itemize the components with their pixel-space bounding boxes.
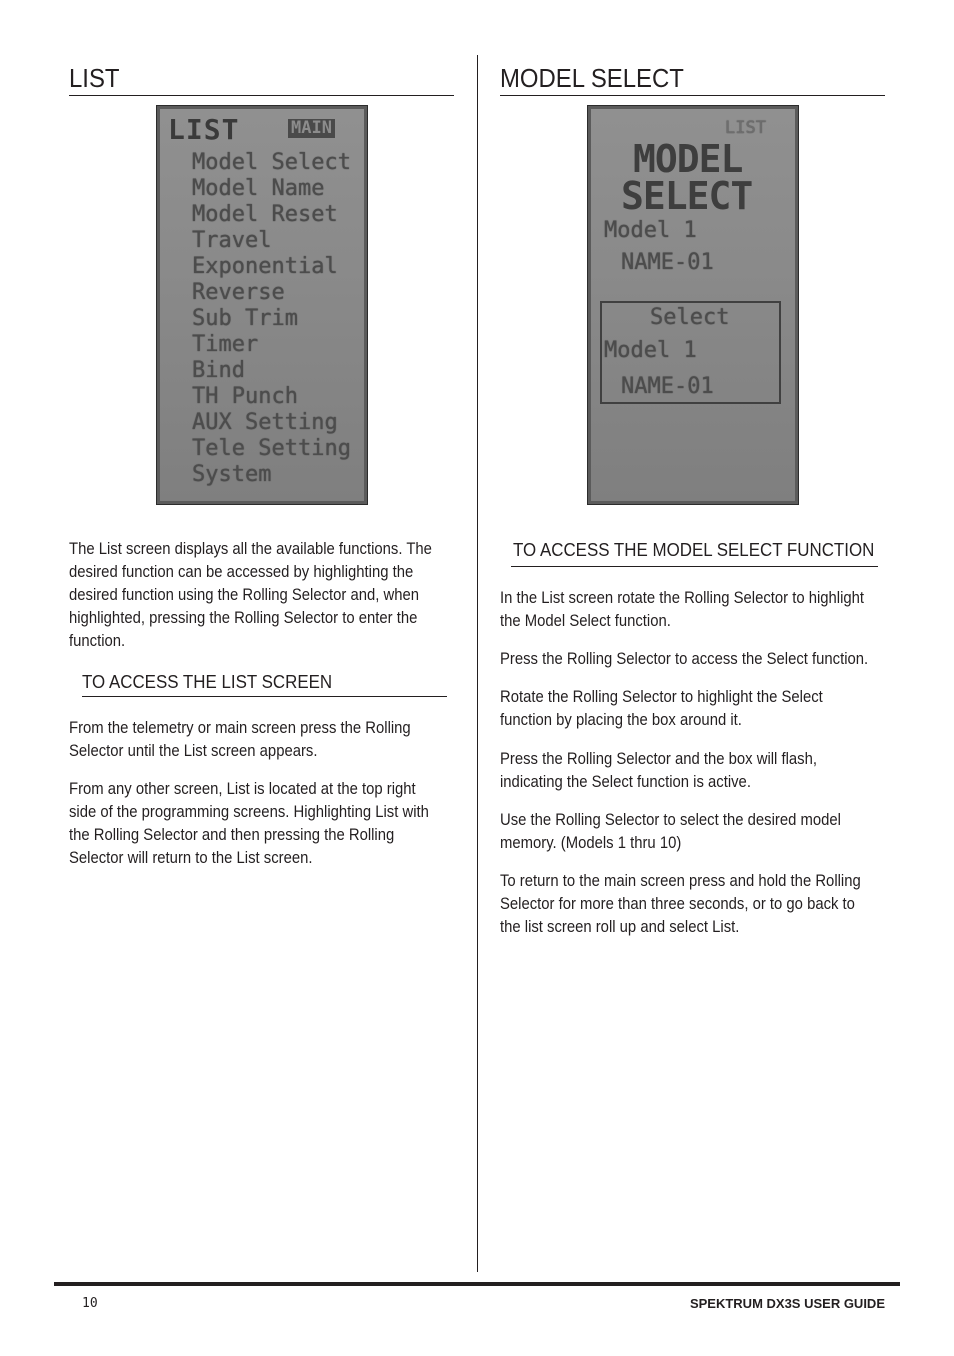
lcd-box-title: Select xyxy=(650,305,730,330)
model-select-paragraph-6: To return to the main screen press and hold the Rolling Selector for more than three seconds, or to go back to the list screen roll up and select List. xyxy=(500,872,861,936)
model-select-paragraph-3: Rotate the Rolling Selector to highlight the Select function by placing the box around it. xyxy=(500,688,823,729)
lcd-menu-item: Exponential xyxy=(192,254,338,279)
lcd-menu-item: Tele Setting xyxy=(192,436,351,461)
list-subheading: TO ACCESS THE LIST SCREEN xyxy=(82,672,333,692)
list-subheading-rule xyxy=(82,696,447,697)
model-select-heading-rule xyxy=(500,95,885,96)
column-divider xyxy=(477,55,478,1272)
lcd-menu-item: TH Punch xyxy=(192,384,298,409)
lcd-model-title: MODEL xyxy=(633,137,743,181)
lcd-menu-item: Bind xyxy=(192,358,245,383)
model-select-screen-image xyxy=(587,105,799,505)
lcd-menu-item: Travel xyxy=(192,228,272,253)
list-screen-image xyxy=(156,105,368,505)
lcd-menu-item: Sub Trim xyxy=(192,306,298,331)
lcd-list-title: LIST xyxy=(168,113,240,146)
model-select-paragraph-2: Press the Rolling Selector to access the Select function. xyxy=(500,650,869,668)
list-intro-paragraph: The List screen displays all the available functions. The desired function can be accessed by highlighting the desired function using the Rolling Selector and, when highlighted, pressing the Rolling Selector to enter the function. xyxy=(69,540,432,650)
footer-rule xyxy=(54,1282,900,1286)
list-heading: LIST xyxy=(69,63,120,93)
model-select-paragraph-5: Use the Rolling Selector to select the desired model memory. (Models 1 thru 10) xyxy=(500,811,841,852)
lcd-main-tag: MAIN xyxy=(288,119,335,138)
lcd-current-name: NAME-01 xyxy=(621,250,714,275)
model-select-paragraph-1: In the List screen rotate the Rolling Selector to highlight the Model Select function. xyxy=(500,589,865,630)
lcd-menu-item: Timer xyxy=(192,332,259,357)
model-select-subheading: TO ACCESS THE MODEL SELECT FUNCTION xyxy=(513,540,875,560)
lcd-menu-item: Reverse xyxy=(192,280,285,305)
model-select-paragraph-4: Press the Rolling Selector and the box will flash, indicating the Select function is active. xyxy=(500,750,817,791)
list-paragraph-2: From any other screen, List is located at the top right side of the programming screens. Highlighting List with the Rolling Selector and then pressing the Rolling Selector will return to the List screen. xyxy=(69,780,429,867)
lcd-box-model: Model 1 xyxy=(604,338,697,363)
page-number: 10 xyxy=(82,1296,98,1311)
lcd-list-link: LIST xyxy=(725,118,766,138)
lcd-menu-list xyxy=(192,150,351,488)
model-select-subheading-rule xyxy=(511,566,878,567)
lcd-menu-item: Model Reset xyxy=(192,202,338,227)
guide-title: SPEKTRUM DX3S USER GUIDE xyxy=(689,1296,885,1311)
lcd-select-title: SELECT xyxy=(621,174,753,218)
list-heading-rule xyxy=(69,95,454,96)
lcd-box-name: NAME-01 xyxy=(621,374,714,399)
lcd-menu-item: Model Name xyxy=(192,176,325,201)
list-paragraph-1: From the telemetry or main screen press the Rolling Selector until the List screen appears. xyxy=(69,719,411,760)
lcd-menu-item: Model Select xyxy=(192,150,351,175)
model-select-heading: MODEL SELECT xyxy=(500,63,684,93)
lcd-menu-item: System xyxy=(192,462,272,487)
lcd-current-model: Model 1 xyxy=(604,218,697,243)
lcd-menu-item: AUX Setting xyxy=(192,410,338,435)
